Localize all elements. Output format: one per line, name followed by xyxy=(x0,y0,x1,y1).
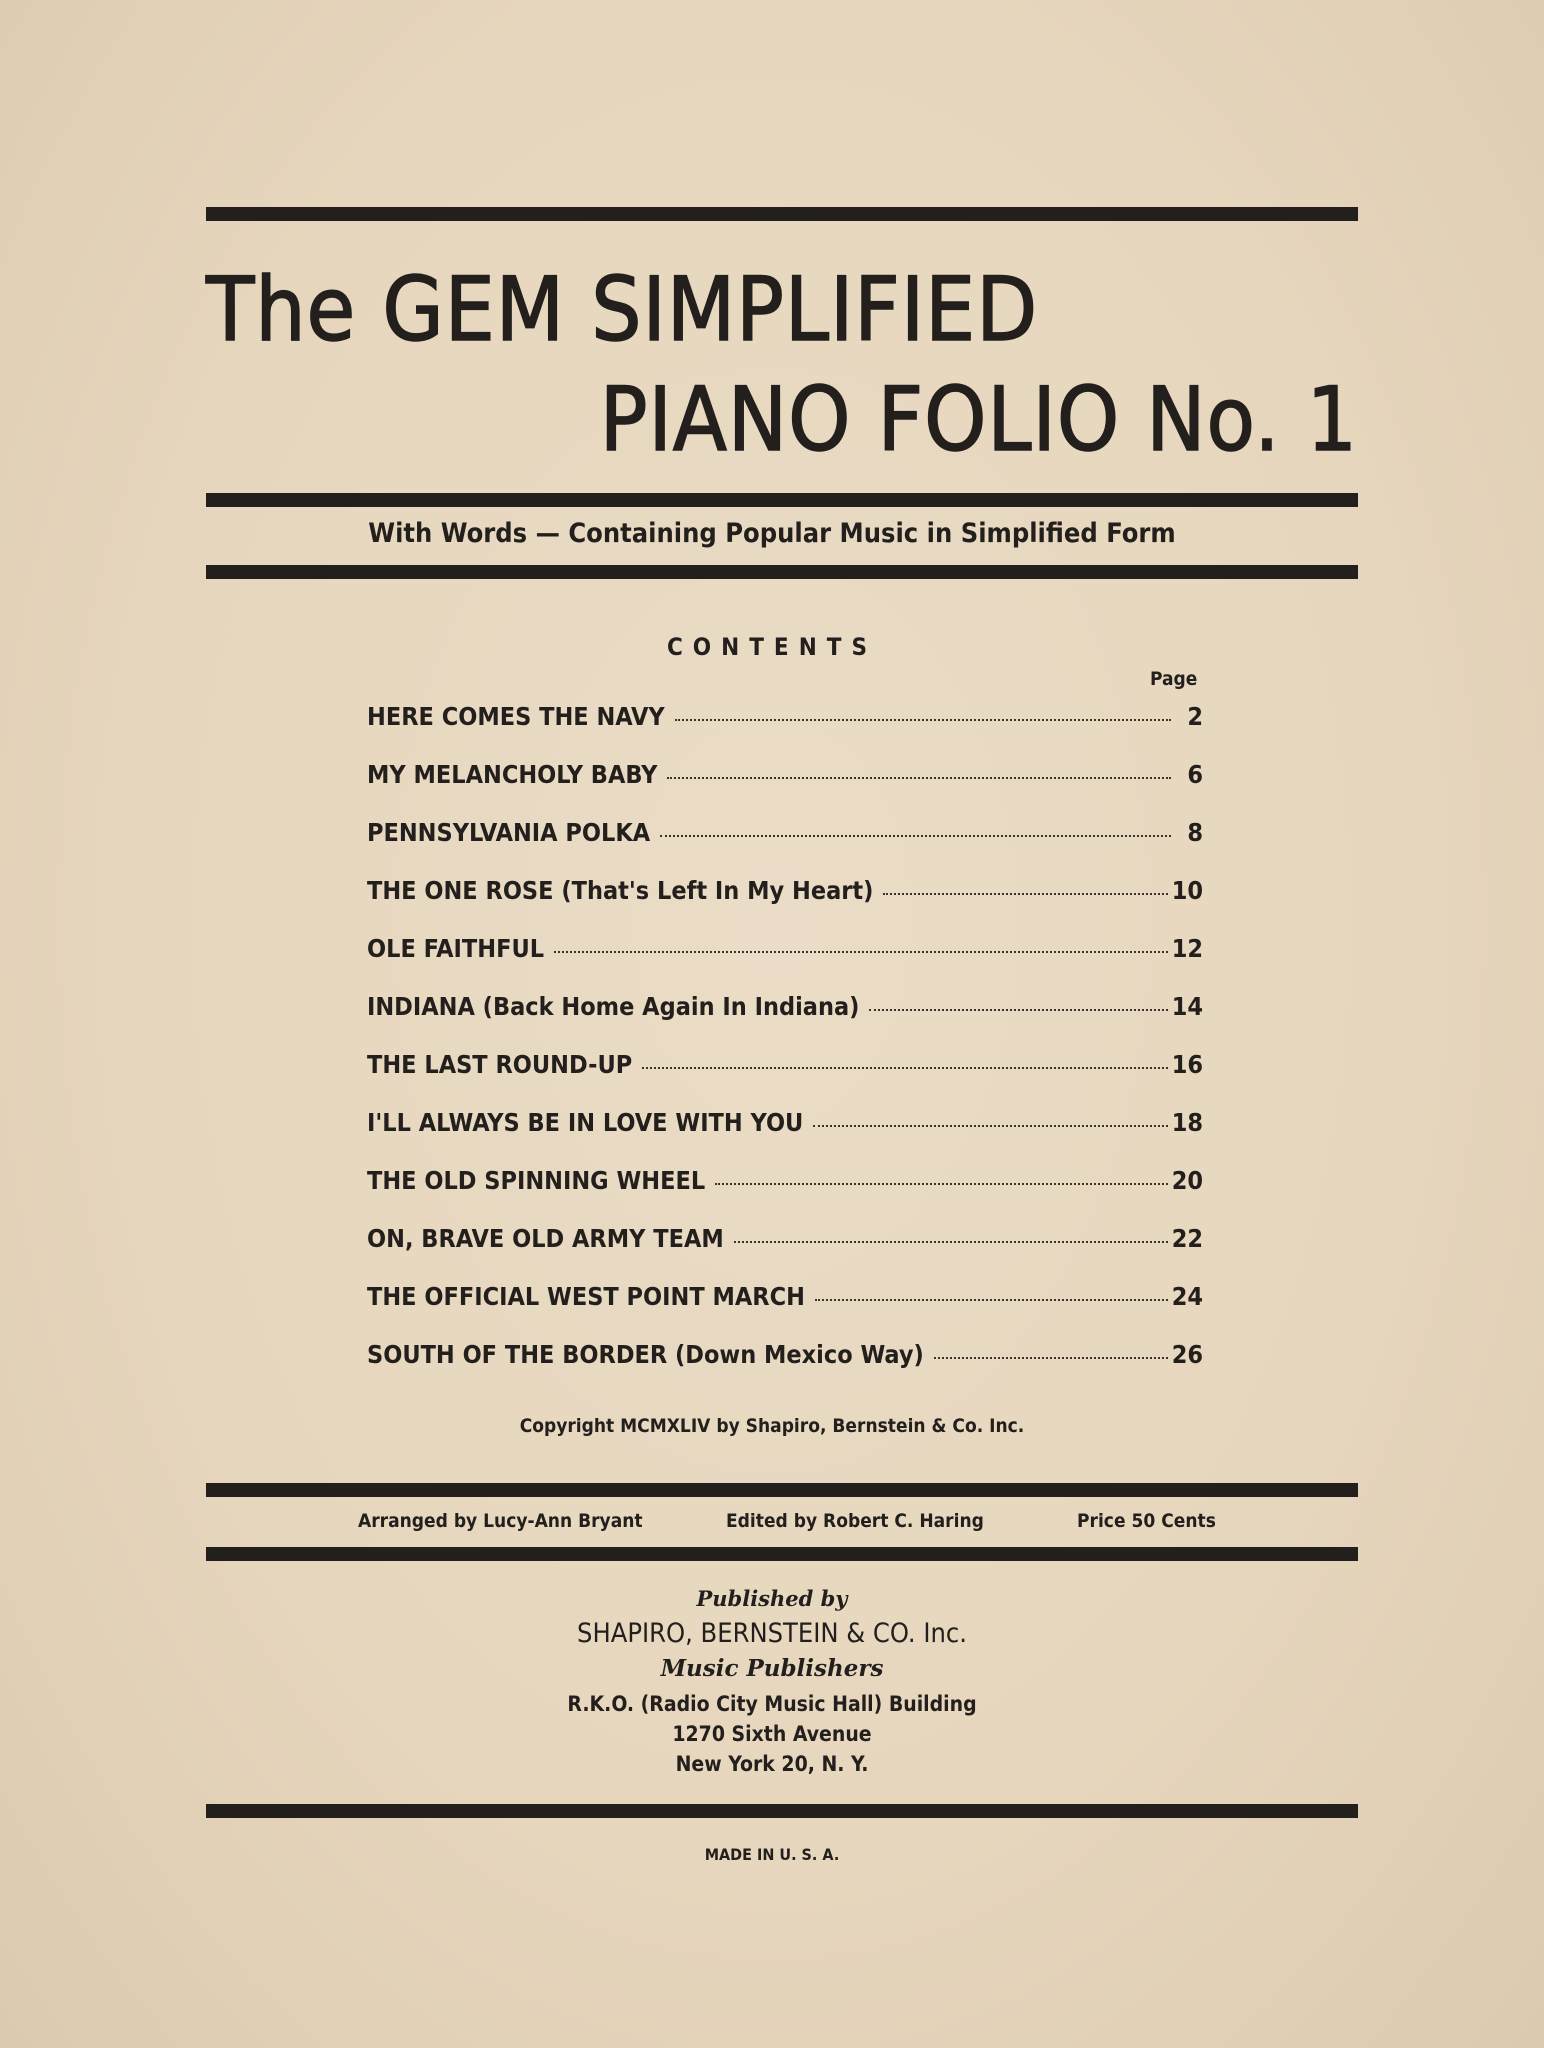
song-title: OLE FAITHFUL xyxy=(367,934,545,963)
song-title: THE OFFICIAL WEST POINT MARCH xyxy=(367,1282,805,1311)
page-number: 16 xyxy=(1171,1050,1203,1079)
contents-item xyxy=(367,702,1203,760)
rule-top xyxy=(206,207,1358,221)
dot-leader xyxy=(667,777,1171,779)
rule-3 xyxy=(206,565,1358,579)
dot-leader xyxy=(660,835,1171,837)
song-title: I'LL ALWAYS BE IN LOVE WITH YOU xyxy=(367,1108,804,1137)
contents-item xyxy=(367,1340,1203,1398)
page-number: 26 xyxy=(1171,1340,1203,1369)
rule-5 xyxy=(206,1547,1358,1561)
song-title: SOUTH OF THE BORDER (Down Mexico Way) xyxy=(367,1340,924,1369)
song-title: THE ONE ROSE (That's Left In My Heart) xyxy=(367,876,874,905)
publisher-name: SHAPIRO, BERNSTEIN & CO. Inc. xyxy=(577,1618,967,1649)
contents-item xyxy=(367,760,1203,818)
dot-leader xyxy=(934,1357,1168,1359)
dot-leader xyxy=(815,1299,1168,1301)
made-in-usa: MADE IN U. S. A. xyxy=(704,1845,840,1864)
dot-leader xyxy=(869,1009,1167,1011)
page-number: 22 xyxy=(1171,1224,1203,1253)
address-line-3: New York 20, N. Y. xyxy=(675,1752,869,1776)
page-number: 18 xyxy=(1171,1108,1203,1137)
dot-leader xyxy=(813,1125,1167,1127)
contents-item xyxy=(367,1108,1203,1166)
page-column-label: Page xyxy=(1150,668,1198,690)
contents-item xyxy=(367,876,1203,934)
rule-4 xyxy=(206,1483,1358,1497)
page-number: 20 xyxy=(1171,1166,1203,1195)
rule-2 xyxy=(206,493,1358,507)
copyright: Copyright MCMXLIV by Shapiro, Bernstein & Co. Inc. xyxy=(519,1415,1025,1437)
dot-leader xyxy=(554,951,1168,953)
song-title: PENNSYLVANIA POLKA xyxy=(367,818,651,847)
editor: Edited by Robert C. Haring xyxy=(726,1510,984,1532)
publisher-tagline: Music Publishers xyxy=(660,1655,884,1682)
song-title: ON, BRAVE OLD ARMY TEAM xyxy=(367,1224,724,1253)
contents-item xyxy=(367,934,1203,992)
song-title: THE OLD SPINNING WHEEL xyxy=(367,1166,706,1195)
address-line-1: R.K.O. (Radio City Music Hall) Building xyxy=(567,1692,977,1716)
page-number: 12 xyxy=(1171,934,1203,963)
price: Price 50 Cents xyxy=(1077,1510,1216,1532)
dot-leader xyxy=(715,1183,1168,1185)
contents-item xyxy=(367,1166,1203,1224)
song-title: THE LAST ROUND-UP xyxy=(367,1050,633,1079)
title-line-1: The GEM SIMPLIFIED xyxy=(206,258,1039,361)
contents-item xyxy=(367,1050,1203,1108)
contents-heading: CONTENTS xyxy=(666,633,878,661)
address-line-2: 1270 Sixth Avenue xyxy=(672,1722,872,1746)
page-number: 8 xyxy=(1187,818,1203,847)
contents-item xyxy=(367,1224,1203,1282)
subtitle: With Words — Containing Popular Music in Simplified Form xyxy=(368,518,1176,549)
rule-6 xyxy=(206,1804,1358,1818)
dot-leader xyxy=(675,719,1171,721)
contents-list xyxy=(367,702,1203,1398)
page-number: 10 xyxy=(1171,876,1203,905)
dot-leader xyxy=(734,1241,1168,1243)
title-line-2: PIANO FOLIO No. 1 xyxy=(599,368,1358,471)
page-number: 2 xyxy=(1187,702,1203,731)
song-title: INDIANA (Back Home Again In Indiana) xyxy=(367,992,860,1021)
published-by: Published by xyxy=(696,1586,848,1611)
song-title: MY MELANCHOLY BABY xyxy=(367,760,658,789)
contents-item xyxy=(367,1282,1203,1340)
page-number: 24 xyxy=(1171,1282,1203,1311)
contents-item xyxy=(367,818,1203,876)
arranger: Arranged by Lucy-Ann Bryant xyxy=(358,1510,643,1532)
contents-item xyxy=(367,992,1203,1050)
dot-leader xyxy=(642,1067,1167,1069)
song-title: HERE COMES THE NAVY xyxy=(367,702,665,731)
dot-leader xyxy=(883,893,1167,895)
page-number: 14 xyxy=(1171,992,1203,1021)
page-number: 6 xyxy=(1187,760,1203,789)
